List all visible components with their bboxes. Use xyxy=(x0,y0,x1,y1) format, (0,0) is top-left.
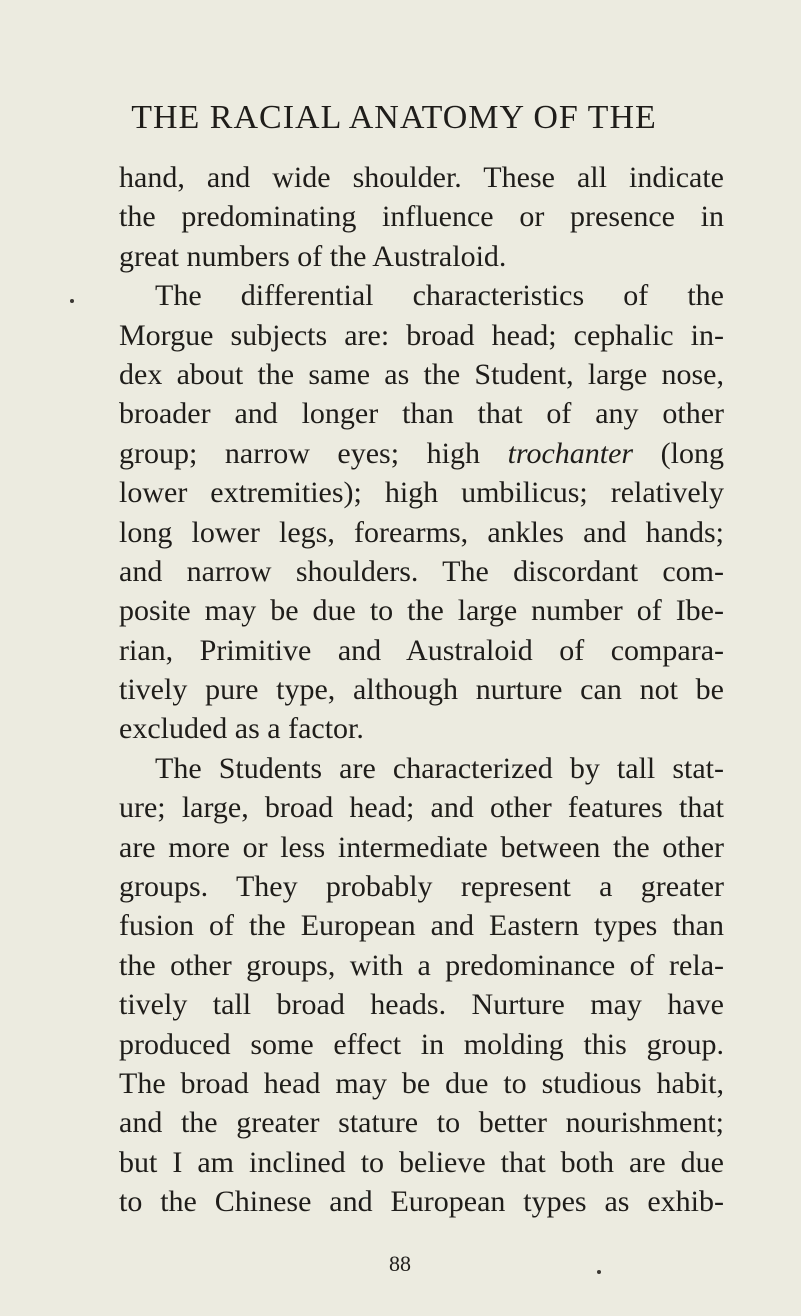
text-line: groups. They probably represent a greater xyxy=(119,870,724,904)
text-line: long lower legs, forearms, ankles and hands; xyxy=(119,515,724,549)
text-line: great numbers of the Australoid. xyxy=(119,239,507,273)
text-line: to the Chinese and European types as exhib- xyxy=(119,1185,724,1219)
text-line: and the greater stature to better nourishment; xyxy=(119,1106,724,1140)
text-line: but I am inclined to believe that both are due xyxy=(119,1145,724,1179)
italic-term: trochanter xyxy=(507,436,634,470)
text-line: The differential characteristics of the xyxy=(155,279,724,313)
text-line: produced some effect in molding this group. xyxy=(119,1027,724,1061)
text-line: broader and longer than that of any other xyxy=(119,397,724,431)
text-line: posite may be due to the large number of Ibe- xyxy=(119,594,724,628)
text-line: The broad head may be due to studious habit, xyxy=(119,1066,724,1100)
text-line: tively pure type, although nurture can not be xyxy=(119,673,724,707)
text-line: hand, and wide shoulder. These all indicate xyxy=(119,161,724,194)
text-line: and narrow shoulders. The discordant com- xyxy=(119,554,724,588)
text-line: The Students are characterized by tall stat- xyxy=(155,751,724,785)
text-line: ure; large, broad head; and other features that xyxy=(119,791,724,825)
text-line: tively tall broad heads. Nurture may have xyxy=(119,988,724,1022)
running-head: THE RACIAL ANATOMY OF THE xyxy=(131,99,657,136)
text-line: excluded as a factor. xyxy=(119,712,364,746)
text-line: lower extremities); high umbilicus; relatively xyxy=(119,476,724,510)
text-line: the predominating influence or presence in xyxy=(119,200,724,234)
text-line: rian, Primitive and Australoid of compara- xyxy=(119,633,724,667)
text-line: Morgue subjects are: broad head; cephalic in- xyxy=(119,318,724,352)
print-speck xyxy=(597,1270,601,1274)
text-line: dex about the same as the Student, large nose, xyxy=(119,357,724,391)
print-speck xyxy=(70,299,74,303)
text-line: fusion of the European and Eastern types than xyxy=(119,909,724,943)
text-line: are more or less intermediate between the other xyxy=(119,830,724,864)
page-number: 88 xyxy=(389,1251,411,1276)
text-line: group; narrow eyes; high trochanter (long xyxy=(119,436,725,470)
text-line: the other groups, with a predominance of rela- xyxy=(119,948,724,982)
body-text xyxy=(119,158,724,1222)
